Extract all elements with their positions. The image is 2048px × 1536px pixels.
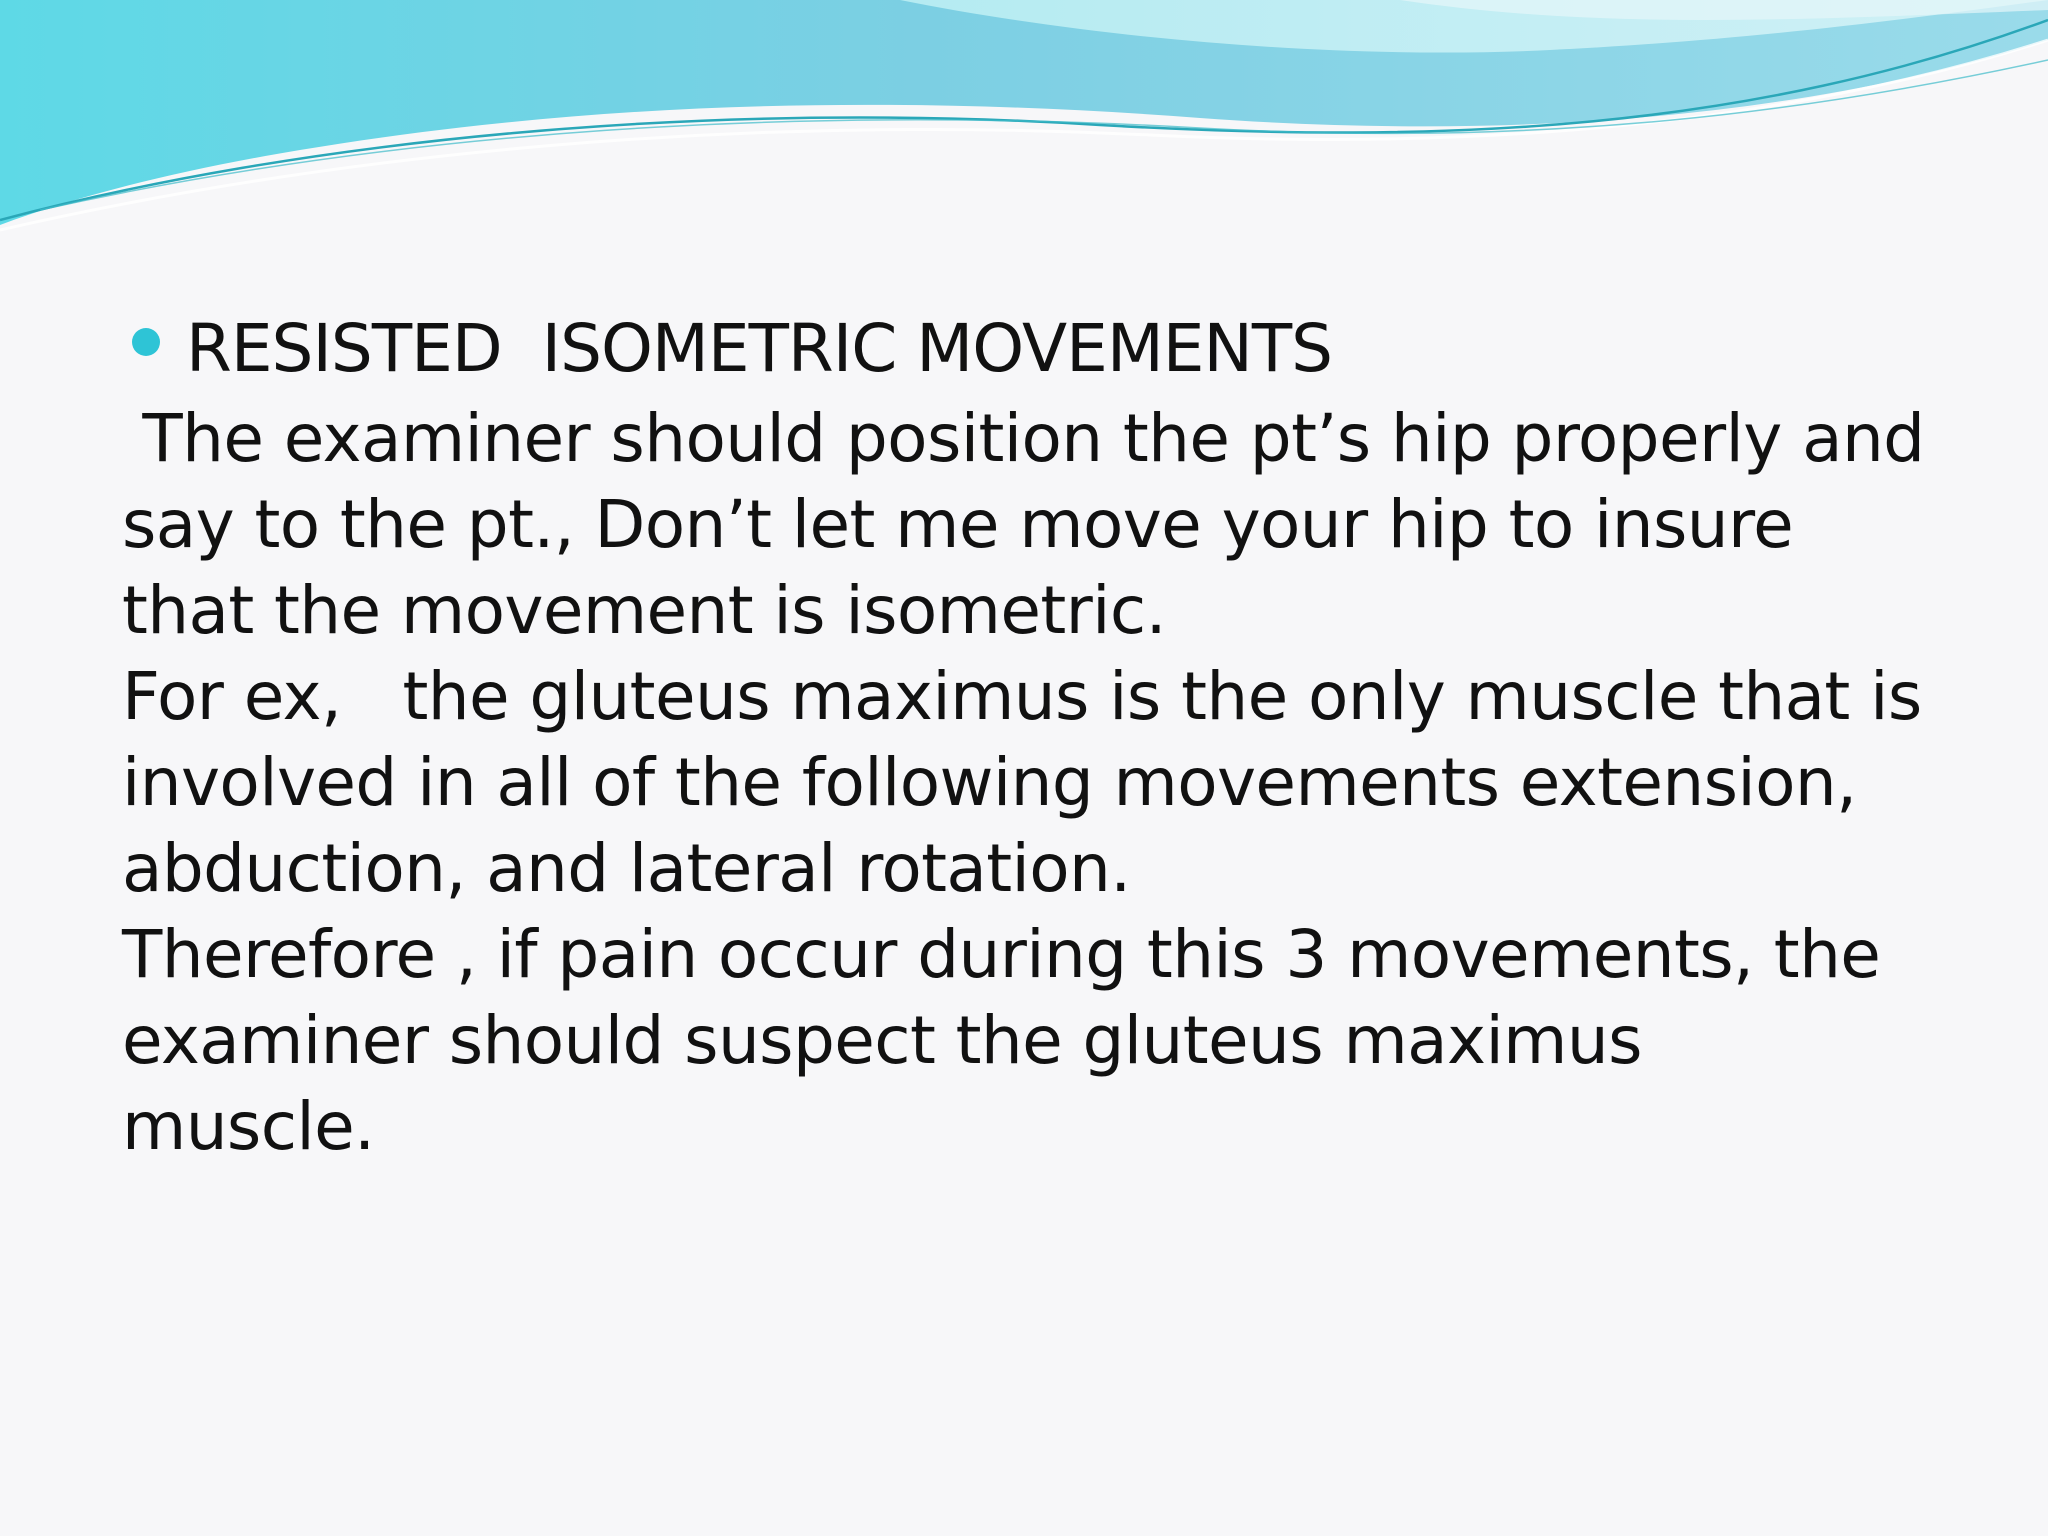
bullet-dot-icon [132, 328, 160, 356]
header-wave-decoration [0, 0, 2048, 260]
text-line: For ex, the gluteus maximus is the only muscle that is [122, 658, 1922, 735]
paragraph-conclusion [122, 912, 1982, 1170]
text-line: say to the pt., Don’t let me move your hip to insure [122, 486, 1794, 563]
heading-text: RESISTED ISOMETRIC MOVEMENTS [186, 309, 1333, 387]
paragraph-examiner-position [122, 396, 1982, 654]
bullet-heading [122, 300, 1982, 396]
text-line: involved in all of the following movements extension, [122, 744, 1857, 821]
text-line: that the movement is isometric. [122, 572, 1166, 649]
text-line: The examiner should position the pt’s hip properly and [122, 400, 1925, 477]
paragraph-gluteus-example [122, 654, 1982, 912]
text-line: Therefore , if pain occur during this 3 movements, the [122, 916, 1881, 993]
text-line: examiner should suspect the gluteus maximus [122, 1002, 1642, 1079]
slide-body [122, 300, 1982, 1170]
text-line: abduction, and lateral rotation. [122, 830, 1131, 907]
text-line: muscle. [122, 1088, 375, 1165]
